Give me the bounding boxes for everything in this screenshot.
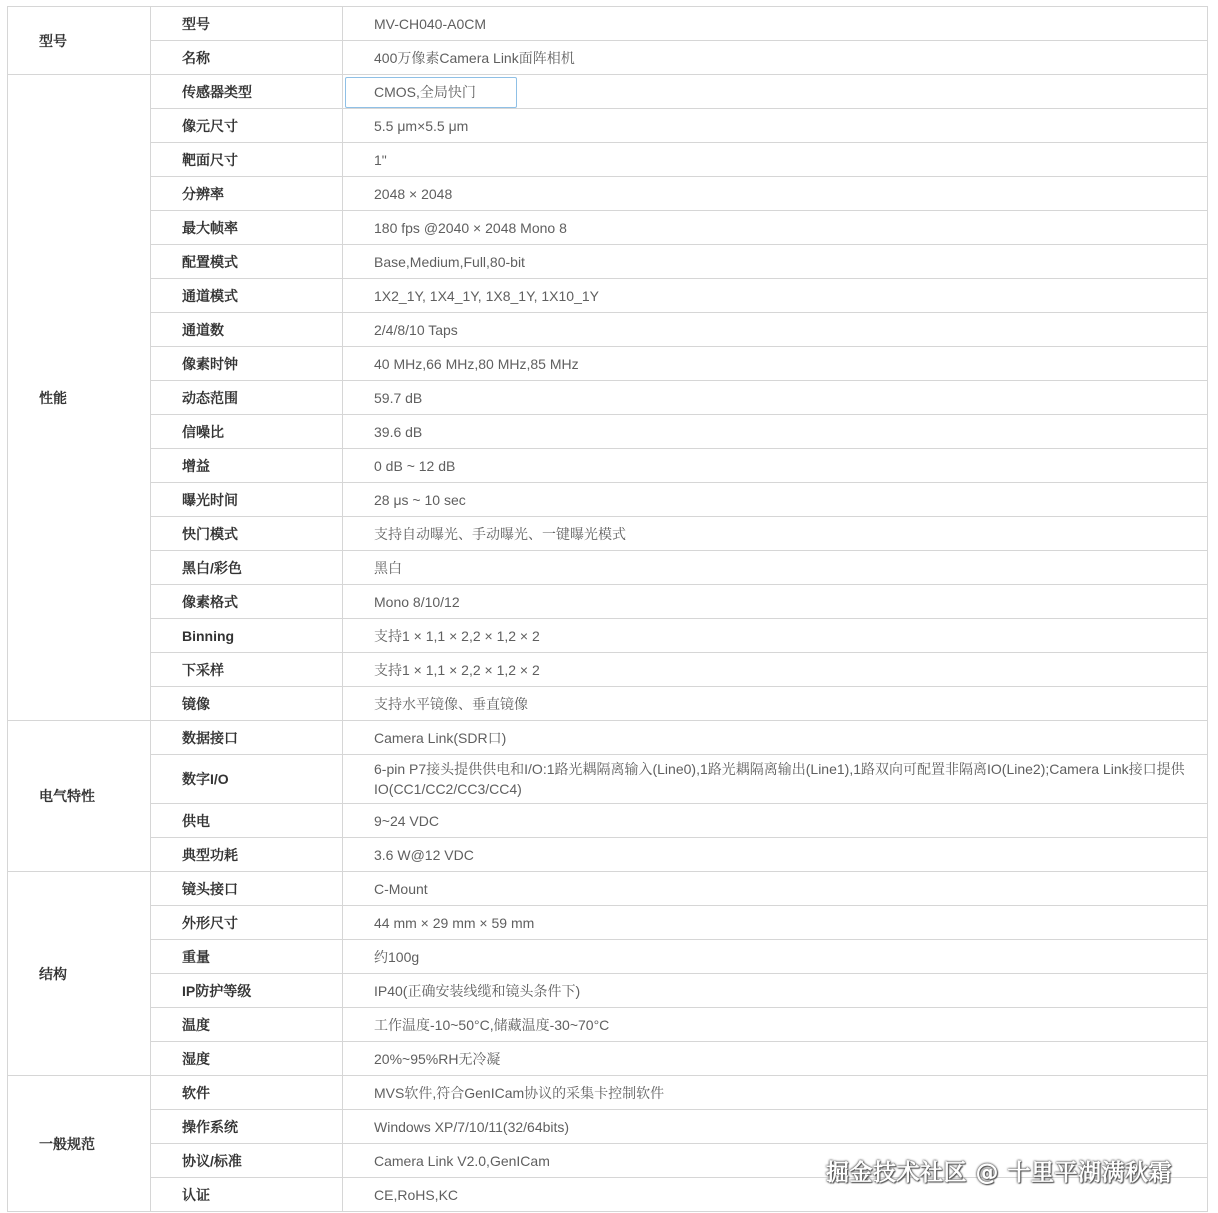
spec-value-text: Camera Link(SDR口) [374, 729, 507, 746]
spec-value [343, 347, 1208, 381]
spec-value-text: 59.7 dB [374, 389, 423, 406]
spec-value [343, 1008, 1208, 1042]
spec-row [8, 177, 1208, 211]
spec-row [8, 7, 1208, 41]
spec-value [343, 517, 1208, 551]
spec-value-text: 支持水平镜像、垂直镜像 [374, 695, 528, 712]
spec-value [343, 143, 1208, 177]
spec-value-text: 3.6 W@12 VDC [374, 846, 474, 863]
spec-label: 名称 [151, 41, 343, 75]
spec-value-text: 1" [374, 151, 387, 168]
spec-label: 像素时钟 [151, 347, 343, 381]
spec-label: 传感器类型 [151, 75, 343, 109]
spec-label: 外形尺寸 [151, 906, 343, 940]
spec-row [8, 517, 1208, 551]
spec-value [343, 687, 1208, 721]
spec-value-text: Windows XP/7/10/11(32/64bits) [374, 1118, 570, 1135]
spec-value [343, 653, 1208, 687]
spec-label: 靶面尺寸 [151, 143, 343, 177]
spec-value [343, 177, 1208, 211]
spec-label: 曝光时间 [151, 483, 343, 517]
spec-label: 像元尺寸 [151, 109, 343, 143]
spec-value [343, 313, 1208, 347]
spec-row [8, 906, 1208, 940]
spec-row [8, 245, 1208, 279]
spec-value [343, 804, 1208, 838]
spec-value-text: 约100g [374, 948, 420, 965]
spec-value [343, 415, 1208, 449]
spec-row [8, 347, 1208, 381]
spec-value-text: 2/4/8/10 Taps [374, 321, 458, 338]
spec-value [343, 449, 1208, 483]
spec-row [8, 279, 1208, 313]
watermark: 掘金技术社区 @ 十里平湖满秋霜 [826, 1160, 1173, 1186]
spec-table [7, 6, 1208, 1212]
spec-label: 典型功耗 [151, 838, 343, 872]
spec-value-text: 28 μs ~ 10 sec [374, 491, 466, 508]
spec-row [8, 585, 1208, 619]
spec-row [8, 653, 1208, 687]
spec-row [8, 143, 1208, 177]
spec-value [343, 940, 1208, 974]
spec-label: 下采样 [151, 653, 343, 687]
spec-value [343, 1110, 1208, 1144]
spec-label: 配置模式 [151, 245, 343, 279]
spec-row [8, 109, 1208, 143]
spec-row [8, 41, 1208, 75]
spec-label: 镜头接口 [151, 872, 343, 906]
spec-label: 协议/标准 [151, 1144, 343, 1178]
spec-value-text: 180 fps @2040 × 2048 Mono 8 [374, 219, 567, 236]
spec-value-text: Camera Link V2.0,GenICam [374, 1152, 550, 1169]
spec-value-text: 9~24 VDC [374, 812, 439, 829]
spec-value-text: CE,RoHS,KC [374, 1186, 459, 1203]
spec-value-text: 6-pin P7接头提供供电和I/O:1路光耦隔离输入(Line0),1路光耦隔离输出(Line1),1路双向可配置非隔离IO(Line2);Camera Link接口提供IO(CC1/CC2/CC3/CC4) [374, 761, 1185, 797]
spec-value-selected [343, 75, 1208, 109]
spec-row [8, 619, 1208, 653]
spec-row [8, 721, 1208, 755]
spec-value [343, 906, 1208, 940]
spec-value-text: 400万像素Camera Link面阵相机 [374, 49, 575, 66]
spec-value [343, 1042, 1208, 1076]
spec-value-text: 5.5 μm×5.5 μm [374, 117, 469, 134]
spec-row [8, 1076, 1208, 1110]
spec-value-text: 2048 × 2048 [374, 185, 453, 202]
spec-label: 黑白/彩色 [151, 551, 343, 585]
spec-label: 像素格式 [151, 585, 343, 619]
spec-row [8, 804, 1208, 838]
spec-label: 镜像 [151, 687, 343, 721]
category-label: 型号 [8, 7, 151, 75]
spec-value-text: IP40(正确安装线缆和镜头条件下) [374, 982, 581, 999]
spec-value-text: Base,Medium,Full,80-bit [374, 253, 525, 270]
spec-value [343, 211, 1208, 245]
spec-value [343, 1076, 1208, 1110]
spec-value-text: 1X2_1Y, 1X4_1Y, 1X8_1Y, 1X10_1Y [374, 287, 599, 304]
spec-row [8, 687, 1208, 721]
spec-value-text: 工作温度-10~50°C,储藏温度-30~70°C [374, 1016, 610, 1033]
spec-value [343, 551, 1208, 585]
spec-value-text: C-Mount [374, 880, 428, 897]
spec-value-text: 0 dB ~ 12 dB [374, 457, 456, 474]
spec-label: 重量 [151, 940, 343, 974]
spec-label: 通道模式 [151, 279, 343, 313]
spec-label: 分辨率 [151, 177, 343, 211]
spec-value [343, 279, 1208, 313]
spec-row [8, 755, 1208, 804]
category-label: 一般规范 [8, 1076, 151, 1212]
spec-value [343, 721, 1208, 755]
spec-value-text: 39.6 dB [374, 423, 423, 440]
spec-row [8, 1110, 1208, 1144]
spec-label: 操作系统 [151, 1110, 343, 1144]
spec-label: 通道数 [151, 313, 343, 347]
spec-value [343, 483, 1208, 517]
category-label: 电气特性 [8, 721, 151, 872]
spec-value-text: MVS软件,符合GenICam协议的采集卡控制软件 [374, 1084, 665, 1101]
spec-value-text: 40 MHz,66 MHz,80 MHz,85 MHz [374, 355, 579, 372]
spec-value-text: 支持1 × 1,1 × 2,2 × 1,2 × 2 [374, 661, 540, 678]
spec-value [343, 838, 1208, 872]
spec-label: Binning [151, 619, 343, 653]
spec-value-text: Mono 8/10/12 [374, 593, 460, 610]
spec-row [8, 974, 1208, 1008]
spec-label: 型号 [151, 7, 343, 41]
spec-label: 认证 [151, 1178, 343, 1212]
spec-row [8, 415, 1208, 449]
spec-label: 温度 [151, 1008, 343, 1042]
spec-label: 最大帧率 [151, 211, 343, 245]
spec-row [8, 1008, 1208, 1042]
spec-row [8, 449, 1208, 483]
spec-value [343, 619, 1208, 653]
spec-value-text: 支持自动曝光、手动曝光、一键曝光模式 [374, 525, 626, 542]
spec-label: 快门模式 [151, 517, 343, 551]
spec-label: 供电 [151, 804, 343, 838]
spec-value [343, 7, 1208, 41]
spec-label: 软件 [151, 1076, 343, 1110]
spec-value [343, 109, 1208, 143]
spec-value-text: 支持1 × 1,1 × 2,2 × 1,2 × 2 [374, 627, 540, 644]
spec-value [343, 974, 1208, 1008]
spec-label: 数字I/O [151, 755, 343, 804]
spec-value [343, 872, 1208, 906]
spec-row [8, 838, 1208, 872]
spec-label: IP防护等级 [151, 974, 343, 1008]
spec-value [343, 245, 1208, 279]
spec-row [8, 211, 1208, 245]
spec-value-text: 44 mm × 29 mm × 59 mm [374, 914, 535, 931]
spec-row [8, 75, 1208, 109]
spec-value-text: 20%~95%RH无冷凝 [374, 1050, 501, 1067]
category-label: 结构 [8, 872, 151, 1076]
category-label: 性能 [8, 75, 151, 721]
spec-row [8, 483, 1208, 517]
spec-value-text: 黑白 [374, 559, 402, 576]
spec-value [343, 755, 1208, 804]
spec-row [8, 381, 1208, 415]
spec-row [8, 551, 1208, 585]
spec-label: 增益 [151, 449, 343, 483]
spec-label: 数据接口 [151, 721, 343, 755]
spec-value-text: CMOS,全局快门 [374, 83, 476, 100]
spec-row [8, 313, 1208, 347]
spec-row [8, 872, 1208, 906]
spec-label: 湿度 [151, 1042, 343, 1076]
spec-label: 信噪比 [151, 415, 343, 449]
spec-value [343, 585, 1208, 619]
spec-label: 动态范围 [151, 381, 343, 415]
spec-value-text: MV-CH040-A0CM [374, 15, 487, 32]
spec-value [343, 381, 1208, 415]
spec-value [343, 41, 1208, 75]
spec-row [8, 1042, 1208, 1076]
spec-row [8, 940, 1208, 974]
